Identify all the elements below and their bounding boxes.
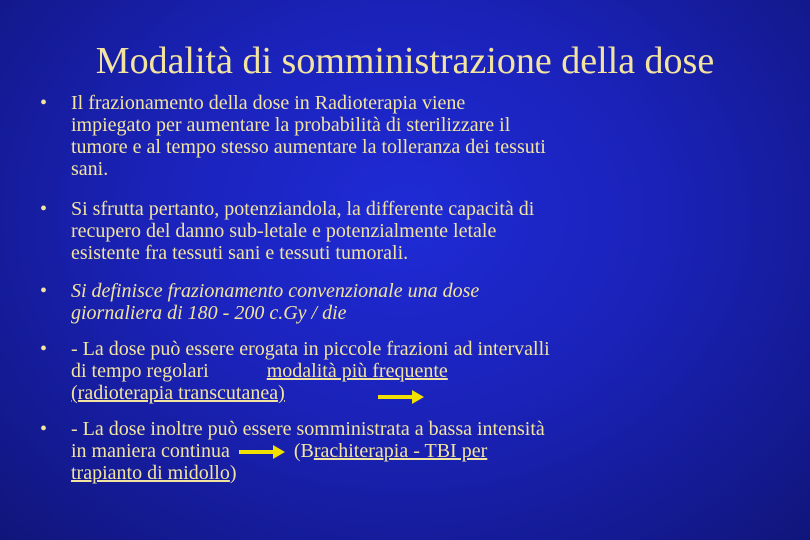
bullet-list xyxy=(40,92,800,484)
bullet-text-segment: (B xyxy=(293,440,314,462)
bullet-marker: • xyxy=(40,338,48,360)
bullet-text-line: recupero del danno sub-letale e potenzialmente letale xyxy=(71,220,497,242)
hyperlink-text[interactable]: modalità più frequente xyxy=(266,360,448,382)
bullet-item xyxy=(40,92,800,180)
bullet-marker: • xyxy=(40,198,48,220)
bullet-text-line: tumore e al tempo stesso aumentare la tolleranza dei tessuti xyxy=(71,136,546,158)
bullet-text-line xyxy=(71,462,800,484)
right-arrow-icon xyxy=(239,445,285,459)
bullet-text-line: - La dose può essere erogata in piccole frazioni ad intervalli xyxy=(71,338,550,360)
bullet-text-line: sani. xyxy=(71,158,109,180)
bullet-text-line: giornaliera di 180 - 200 c.Gy / die xyxy=(71,302,347,324)
bullet-text-line xyxy=(71,360,800,382)
bullet-marker: • xyxy=(40,418,48,440)
bullet-text-line: impiegato per aumentare la probabilità di sterilizzare il xyxy=(71,114,511,136)
bullet-text-segment: in maniera continua xyxy=(71,440,230,462)
bullet-text-line xyxy=(71,440,800,462)
bullet-item xyxy=(40,198,800,264)
hyperlink-text[interactable]: rachiterapia - TBI per xyxy=(313,440,488,462)
bullet-text-line: Si sfrutta pertanto, potenziandola, la differente capacità di xyxy=(71,198,535,220)
bullet-text-segment: di tempo regolari xyxy=(71,360,209,382)
bullet-text-line: Il frazionamento della dose in Radioterapia viene xyxy=(71,92,466,114)
bullet-text-line: Si definisce frazionamento convenzionale una dose xyxy=(71,280,480,302)
bullet-marker: • xyxy=(40,280,48,302)
hyperlink-text[interactable]: trapianto di midollo xyxy=(71,462,230,484)
bullet-item xyxy=(40,280,800,324)
bullet-marker: • xyxy=(40,92,48,114)
bullet-text-segment: ) xyxy=(229,462,237,484)
slide-title: Modalità di somministrazione della dose xyxy=(95,40,715,82)
hyperlink-text[interactable]: (radioterapia transcutanea) xyxy=(71,382,285,404)
bullet-text-line: - La dose inoltre può essere somministrata a bassa intensità xyxy=(71,418,545,440)
bullet-text-line: esistente fra tessuti sani e tessuti tumorali. xyxy=(71,242,409,264)
right-arrow-icon xyxy=(378,390,424,404)
bullet-item xyxy=(40,418,800,484)
